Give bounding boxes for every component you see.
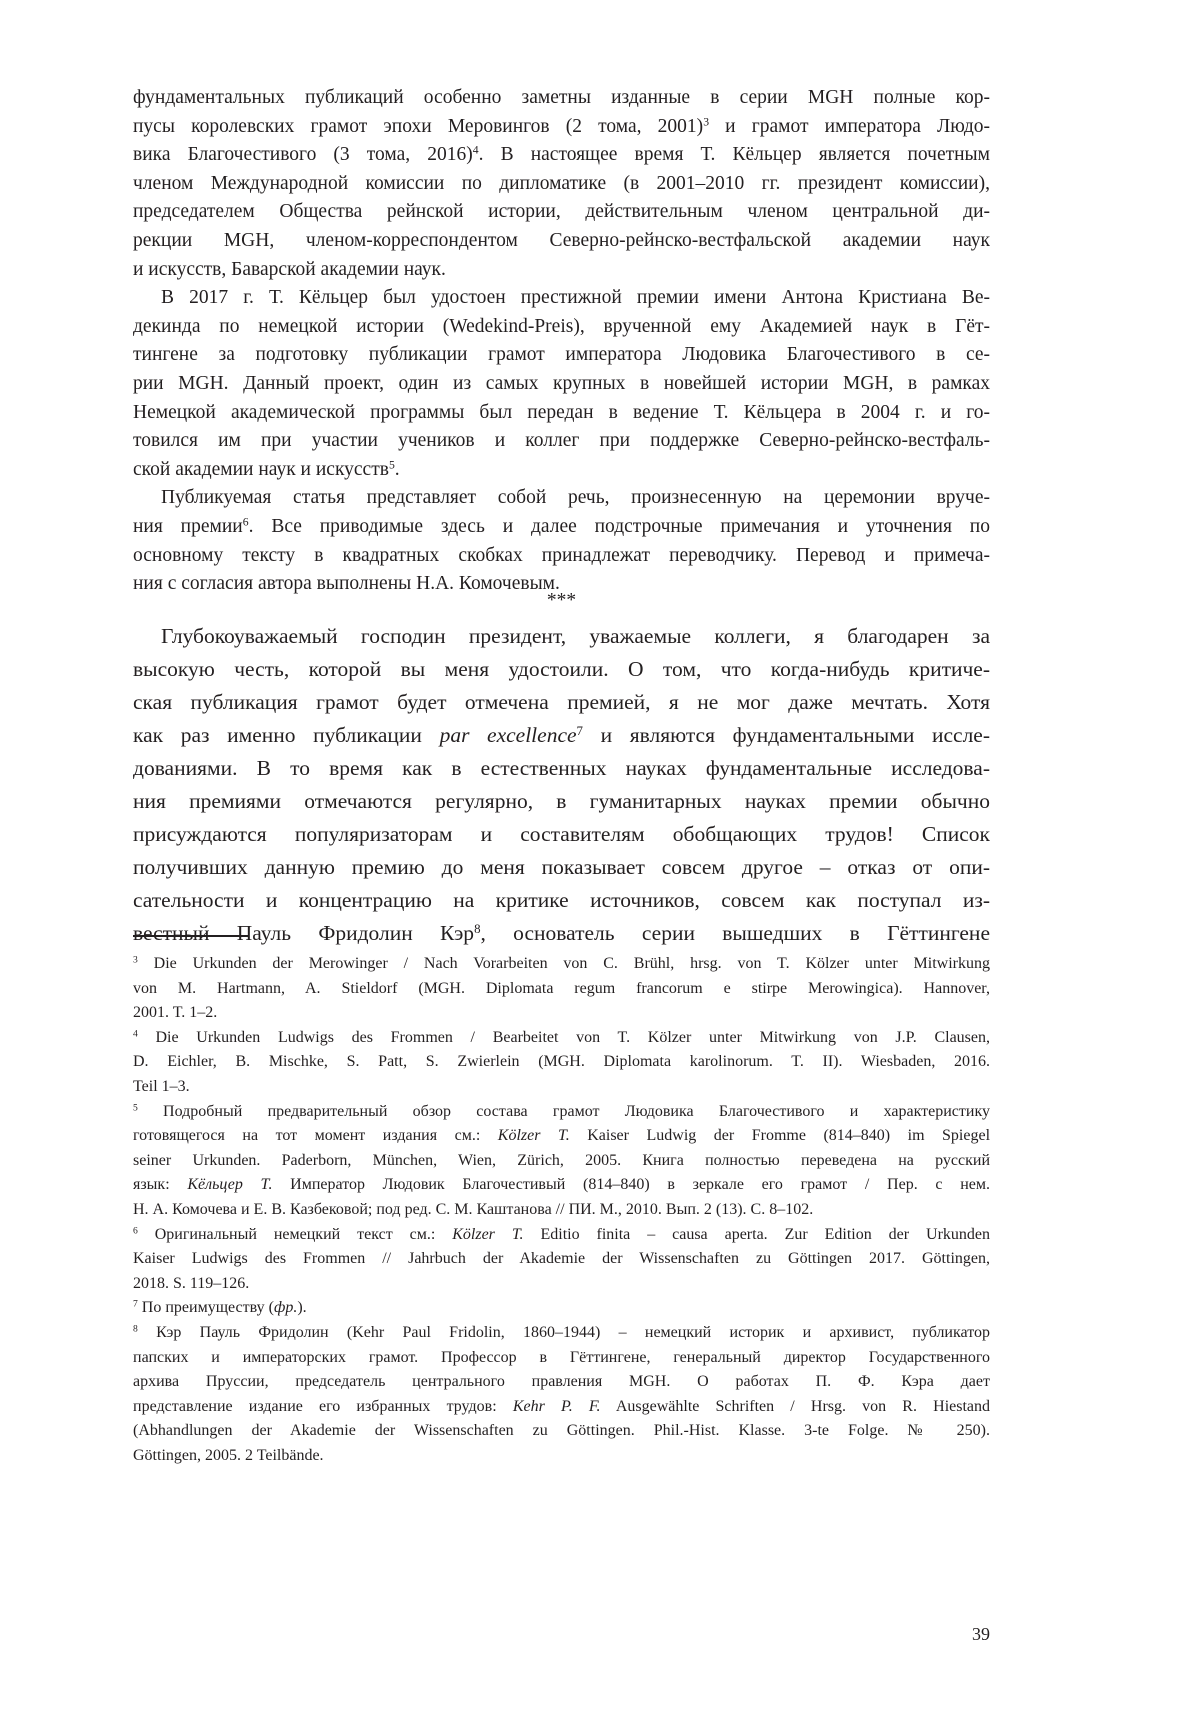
text-line [133, 620, 990, 653]
text-run: , основатель серии вышедших в Гёттингене [481, 921, 990, 945]
footnote-marker: 8 [474, 922, 480, 936]
text-run: Немецкой академической программы был передан в ведение Т. Кёльцера в 2004 г. и го- [133, 402, 990, 423]
text-line [133, 752, 990, 785]
footnote-marker: 3 [703, 115, 709, 128]
text-run: дованиями. В то время как в естественных науках фундаментальные исследова- [133, 756, 990, 780]
text-run: Kaiser Ludwig der Fromme (814–840) im Spiegel [570, 1127, 990, 1144]
text-line [133, 284, 990, 313]
footnote-marker: 7 [577, 724, 583, 738]
text-run: Глубокоуважаемый господин президент, уважаемые коллеги, я благодарен за [161, 624, 990, 648]
speech-text [133, 620, 990, 950]
text-line [133, 686, 990, 719]
text-run: представление издание его избранных трудов: [133, 1398, 513, 1415]
text-run: рекции MGH, членом-корреспондентом Северно-рейнско-вестфальской академии наук [133, 230, 990, 251]
text-run: von M. Hartmann, A. Stieldorf (MGH. Diplomata regum francorum e stirpe Merowingica). Hannover, [133, 980, 990, 997]
paragraph [133, 484, 990, 598]
text-run: и грамот императора Людо- [709, 116, 990, 137]
text-run: пусы королевских грамот эпохи Меровингов (2 тома, 2001) [133, 116, 703, 137]
text-line [133, 785, 990, 818]
italic-text: Кёльцер Т. [187, 1176, 272, 1193]
footnote [133, 1296, 990, 1321]
text-line [133, 1124, 990, 1149]
text-run: язык: [133, 1176, 187, 1193]
footnotes [133, 952, 990, 1468]
italic-text: par excellence [440, 723, 577, 747]
text-line [133, 1100, 990, 1125]
footnote [133, 1321, 990, 1469]
text-line [133, 1444, 990, 1469]
text-line [133, 513, 990, 542]
text-run: (Abhandlungen der Akademie der Wissenschaften zu Göttingen. Phil.-Hist. Klasse. 3-te Folge. № 250). [133, 1422, 990, 1439]
text-line [133, 1173, 990, 1198]
text-run: . Все приводимые здесь и далее подстрочные примечания и уточнения по [249, 516, 990, 537]
text-run: Подробный предварительный обзор состава грамот Людовика Благочестивого и характеристику [138, 1103, 990, 1120]
text-run: D. Eichler, B. Mischke, S. Patt, S. Zwierlein (MGH. Diplomata karolinorum. T. II). Wiesbaden, 2016. [133, 1053, 990, 1070]
text-line [133, 952, 990, 977]
text-run: ния премиями отмечаются регулярно, в гуманитарных науках премии обычно [133, 789, 990, 813]
footnote-marker: 4 [133, 1029, 138, 1040]
text-line [133, 1247, 990, 1272]
footnote-marker: 6 [243, 515, 249, 528]
text-run: 2001. T. 1–2. [133, 1004, 217, 1021]
text-run: членом Международной комиссии по дипломатике (в 2001–2010 гг. президент комиссии), [133, 173, 990, 194]
text-line [133, 719, 990, 752]
text-run: Kaiser Ludwigs des Frommen // Jahrbuch der Akademie der Wissenschaften zu Göttingen 2017. Göttingen, [133, 1250, 990, 1267]
italic-text: Kölzer T. [498, 1127, 570, 1144]
footnote-marker: 3 [133, 955, 138, 966]
intro-text [133, 84, 990, 599]
text-line [133, 1370, 990, 1395]
text-line [133, 1321, 990, 1346]
text-run: декинда по немецкой истории (Wedekind-Preis), врученной ему Академией наук в Гёт- [133, 316, 990, 337]
text-line [133, 1272, 990, 1297]
text-line [133, 1395, 990, 1420]
text-run: сательности и концентрацию на критике источников, совсем как поступал из- [133, 888, 990, 912]
text-line [133, 141, 990, 170]
text-run: ния с согласия автора выполнены Н.А. Комочевым. [133, 573, 560, 594]
text-line [133, 542, 990, 571]
text-run: Кэр Пауль Фридолин (Kehr Paul Fridolin, 1860–1944) – немецкий историк и архивист, публикатор [138, 1324, 990, 1341]
text-run: и искусств, Баварской академии наук. [133, 259, 446, 280]
text-run: Н. А. Комочева и Е. В. Казбековой; под ред. С. М. Каштанова // ПИ. М., 2010. Вып. 2 (13). С. 8–102. [133, 1201, 813, 1218]
text-line [133, 484, 990, 513]
text-line [133, 884, 990, 917]
text-line [133, 313, 990, 342]
text-run: председателем Общества рейнской истории, действительным членом центральной ди- [133, 201, 990, 222]
text-run: высокую честь, которой вы меня удостоили. О том, что когда-нибудь критиче- [133, 657, 990, 681]
paragraph [133, 620, 990, 950]
text-line [133, 818, 990, 851]
text-line [133, 84, 990, 113]
text-run: Оригинальный немецкий текст см.: [138, 1226, 452, 1243]
footnote [133, 952, 990, 1026]
text-run: Император Людовик Благочестивый (814–840) в зеркале его грамот / Пер. с нем. [272, 1176, 990, 1193]
text-line [133, 1223, 990, 1248]
text-line [133, 113, 990, 142]
footnote [133, 1026, 990, 1100]
text-run: и являются фундаментальными иссле- [583, 723, 990, 747]
paragraph [133, 284, 990, 484]
text-line [133, 399, 990, 428]
footnote-marker: 6 [133, 1225, 138, 1236]
text-run: ния премии [133, 516, 243, 537]
text-line [133, 1149, 990, 1174]
text-run: папских и императорских грамот. Профессор в Гёттингене, генеральный директор Государственного [133, 1349, 990, 1366]
text-run: тингене за подготовку публикации грамот императора Людовика Благочестивого в се- [133, 344, 990, 365]
text-line [133, 1026, 990, 1051]
text-run: Die Urkunden der Merowinger / Nach Vorarbeiten von C. Brühl, hrsg. von T. Kölzer unter Mitwirkung [138, 955, 990, 972]
text-run: Die Urkunden Ludwigs des Frommen / Bearbeitet von T. Kölzer unter Mitwirkung von J.P. Clausen, [138, 1029, 990, 1046]
text-run: Editio finita – causa aperta. Zur Edition der Urkunden [524, 1226, 990, 1243]
text-line [133, 1346, 990, 1371]
text-line [133, 653, 990, 686]
text-run: Публикуемая статья представляет собой речь, произнесенную на церемонии вруче- [161, 487, 990, 508]
paragraph [133, 84, 990, 284]
text-line [133, 427, 990, 456]
page-number: 39 [972, 1624, 990, 1645]
text-run: получивших данную премию до меня показывает совсем другое – отказ от опи- [133, 855, 990, 879]
text-line [133, 1419, 990, 1444]
text-line [133, 198, 990, 227]
footnote-rule [133, 935, 249, 937]
italic-text: Kölzer T. [452, 1226, 523, 1243]
text-line [133, 227, 990, 256]
text-line [133, 370, 990, 399]
text-run: ская публикация грамот будет отмечена премией, я не мог даже мечтать. Хотя [133, 690, 990, 714]
text-run: вика Благочестивого (3 тома, 2016) [133, 144, 473, 165]
text-run: Göttingen, 2005. 2 Teilbände. [133, 1447, 324, 1464]
italic-text: фр. [274, 1299, 297, 1316]
text-run: ). [297, 1299, 306, 1316]
footnote [133, 1100, 990, 1223]
text-run: ской академии наук и искусств [133, 459, 389, 480]
text-run: товился им при участии учеников и коллег при поддержке Северно-рейнско-вестфаль- [133, 430, 990, 451]
text-line [133, 851, 990, 884]
footnote-marker: 4 [473, 144, 479, 157]
text-run: как раз именно публикации [133, 723, 440, 747]
text-run: фундаментальных публикаций особенно заметны изданные в серии MGH полные кор- [133, 87, 990, 108]
text-line [133, 1198, 990, 1223]
text-run: 2018. S. 119–126. [133, 1275, 249, 1292]
text-line [133, 170, 990, 199]
section-separator: *** [133, 590, 990, 612]
text-line [133, 1296, 990, 1321]
text-line [133, 917, 990, 950]
italic-text: Kehr P. F. [513, 1398, 601, 1415]
text-line [133, 256, 990, 285]
text-line [133, 1001, 990, 1026]
text-run: рии MGH. Данный проект, один из самых крупных в новейшей истории MGH, в рамках [133, 373, 990, 394]
text-run: По преимуществу ( [138, 1299, 274, 1316]
text-line [133, 977, 990, 1002]
footnote-marker: 8 [133, 1324, 138, 1335]
text-line [133, 1075, 990, 1100]
text-run: . В настоящее время Т. Кёльцер является почетным [479, 144, 990, 165]
text-run: . [395, 459, 400, 480]
text-run: основному тексту в квадратных скобках принадлежат переводчику. Перевод и примеча- [133, 545, 990, 566]
text-run: готовящегося на тот момент издания см.: [133, 1127, 498, 1144]
text-run: Ausgewählte Schriften / Hrsg. von R. Hiestand [601, 1398, 990, 1415]
text-run: seiner Urkunden. Paderborn, München, Wien, Zürich, 2005. Книга полностью переведена на русский [133, 1152, 990, 1169]
text-line [133, 341, 990, 370]
text-line [133, 456, 990, 485]
text-line [133, 1050, 990, 1075]
text-run: Teil 1–3. [133, 1078, 190, 1095]
text-run: архива Пруссии, председатель центрального правления MGH. О работах П. Ф. Кэра дает [133, 1373, 990, 1390]
text-run: присуждаются популяризаторам и составителям обобщающих трудов! Список [133, 822, 990, 846]
text-run: вестный Пауль Фридолин Кэр [133, 921, 474, 945]
footnote-marker: 5 [133, 1102, 138, 1113]
footnote-marker: 5 [389, 458, 395, 471]
text-run: В 2017 г. Т. Кёльцер был удостоен престижной премии имени Антона Кристиана Ве- [161, 287, 990, 308]
footnote [133, 1223, 990, 1297]
footnote-marker: 7 [133, 1299, 138, 1310]
